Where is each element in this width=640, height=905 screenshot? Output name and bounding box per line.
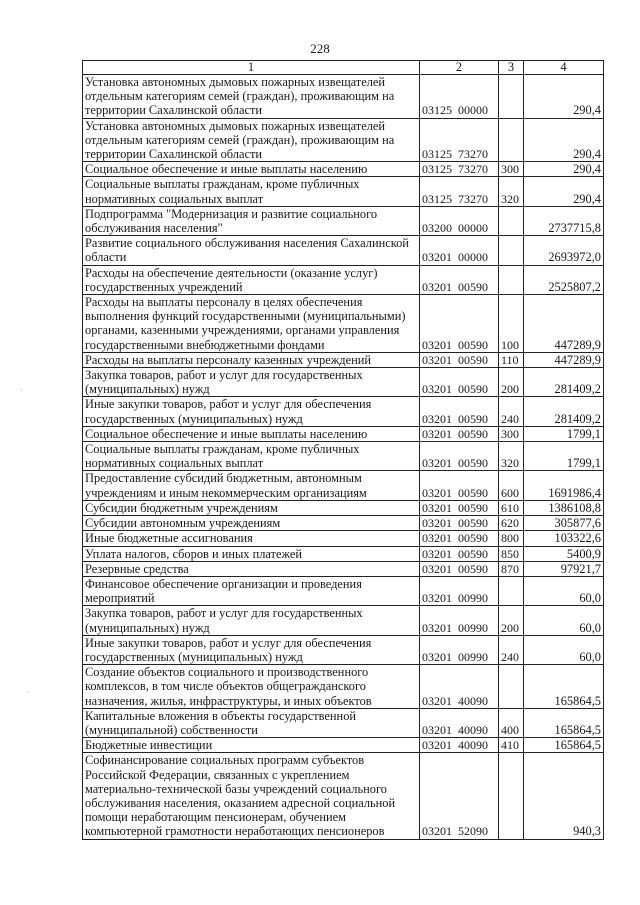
row-type-cell: [499, 753, 524, 839]
row-code-cell: 03201 00590: [420, 471, 499, 500]
row-amount-cell: 290,4: [524, 75, 604, 119]
row-amount-cell: 281409,2: [524, 397, 604, 426]
row-name-cell: Уплата налогов, сборов и иных платежей: [83, 546, 420, 561]
row-name-cell: Субсидии бюджетным учреждениям: [83, 500, 420, 515]
column-header-amount: 4: [524, 61, 604, 75]
row-amount-cell: 1386108,8: [524, 500, 604, 515]
row-code-cell: 03201 00990: [420, 635, 499, 664]
table-row: [83, 753, 604, 839]
row-amount-cell: 2737715,8: [524, 206, 604, 235]
row-name-cell: Социальные выплаты гражданам, кроме публичных нормативных социальных выплат: [83, 177, 420, 206]
row-name-cell: Иные закупки товаров, работ и услуг для обеспечения государственных (муниципальных) нужд: [83, 397, 420, 426]
row-type-cell: 110: [499, 352, 524, 367]
row-type-cell: [499, 265, 524, 294]
row-type-cell: 200: [499, 368, 524, 397]
row-code-cell: 03201 40090: [420, 738, 499, 753]
row-type-cell: [499, 118, 524, 162]
row-code-cell: 03201 00590: [420, 531, 499, 546]
row-amount-cell: 290,4: [524, 162, 604, 177]
row-amount-cell: 1691986,4: [524, 471, 604, 500]
row-name-cell: Резервные средства: [83, 561, 420, 576]
row-amount-cell: 165864,5: [524, 665, 604, 709]
table-row: [83, 295, 604, 353]
table-row: [83, 576, 604, 605]
row-code-cell: 03125 73270: [420, 177, 499, 206]
row-name-cell: Бюджетные инвестиции: [83, 738, 420, 753]
row-name-cell: Установка автономных дымовых пожарных извещателей отдельным категориям семей (граждан), проживающим на территории Сахалинской области: [83, 118, 420, 162]
row-amount-cell: 447289,9: [524, 352, 604, 367]
row-name-cell: Закупка товаров, работ и услуг для государственных (муниципальных) нужд: [83, 368, 420, 397]
row-type-cell: 300: [499, 426, 524, 441]
row-code-cell: 03125 73270: [420, 162, 499, 177]
table-row: [83, 162, 604, 177]
table-row: [83, 546, 604, 561]
column-header-code: 2: [420, 61, 499, 75]
row-amount-cell: 1799,1: [524, 442, 604, 471]
row-amount-cell: 447289,9: [524, 295, 604, 353]
row-name-cell: Расходы на выплаты персоналу казенных учреждений: [83, 352, 420, 367]
row-amount-cell: 305877,6: [524, 516, 604, 531]
row-name-cell: Софинансирование социальных программ субъектов Российской Федерации, связанных с укреплением материально-технической базы учреждений социального обслуживания населения, оказанием адресной социальной помощи неработающим пенсионерам, обучением компьютерной грамотности неработающих пенсионеров: [83, 753, 420, 839]
row-name-cell: Иные бюджетные ассигнования: [83, 531, 420, 546]
column-header-name: 1: [83, 61, 420, 75]
row-code-cell: 03201 00590: [420, 426, 499, 441]
table-row: [83, 500, 604, 515]
row-type-cell: [499, 236, 524, 265]
row-type-cell: 240: [499, 397, 524, 426]
row-type-cell: 620: [499, 516, 524, 531]
row-code-cell: 03125 00000: [420, 75, 499, 119]
row-type-cell: 600: [499, 471, 524, 500]
row-type-cell: [499, 665, 524, 709]
row-type-cell: 320: [499, 177, 524, 206]
row-code-cell: 03201 00590: [420, 295, 499, 353]
row-code-cell: 03201 40090: [420, 708, 499, 737]
row-type-cell: [499, 576, 524, 605]
table-row: [83, 516, 604, 531]
table-row: [83, 606, 604, 635]
row-code-cell: 03201 00990: [420, 606, 499, 635]
table-row: [83, 635, 604, 664]
table-row: [83, 561, 604, 576]
table-row: [83, 426, 604, 441]
row-type-cell: 100: [499, 295, 524, 353]
table-row: [83, 442, 604, 471]
row-type-cell: 240: [499, 635, 524, 664]
row-amount-cell: 1799,1: [524, 426, 604, 441]
row-name-cell: Социальные выплаты гражданам, кроме публичных нормативных социальных выплат: [83, 442, 420, 471]
row-amount-cell: 165864,5: [524, 738, 604, 753]
margin-dot-mark: ·: [26, 688, 29, 697]
row-amount-cell: 2525807,2: [524, 265, 604, 294]
row-amount-cell: 5400,9: [524, 546, 604, 561]
row-code-cell: 03201 00000: [420, 236, 499, 265]
table-row: [83, 708, 604, 737]
row-amount-cell: 103322,6: [524, 531, 604, 546]
row-type-cell: 870: [499, 561, 524, 576]
row-amount-cell: 60,0: [524, 576, 604, 605]
row-name-cell: Субсидии автономным учреждениям: [83, 516, 420, 531]
row-code-cell: 03201 40090: [420, 665, 499, 709]
table-row: [83, 368, 604, 397]
row-amount-cell: 2693972,0: [524, 236, 604, 265]
row-code-cell: 03125 73270: [420, 118, 499, 162]
row-code-cell: 03201 00590: [420, 561, 499, 576]
row-amount-cell: 165864,5: [524, 708, 604, 737]
row-code-cell: 03201 00590: [420, 516, 499, 531]
row-name-cell: Иные закупки товаров, работ и услуг для обеспечения государственных (муниципальных) нужд: [83, 635, 420, 664]
row-code-cell: 03201 00590: [420, 500, 499, 515]
row-name-cell: Социальное обеспечение и иные выплаты населению: [83, 426, 420, 441]
row-name-cell: Расходы на выплаты персоналу в целях обеспечения выполнения функций государственными (муниципальными) органами, казенными учреждениями, органами управления государственными внебюджетными фондами: [83, 295, 420, 353]
row-type-cell: 800: [499, 531, 524, 546]
table-row: [83, 177, 604, 206]
row-code-cell: 03201 00590: [420, 265, 499, 294]
table-row: [83, 236, 604, 265]
table-row: [83, 265, 604, 294]
row-amount-cell: 290,4: [524, 177, 604, 206]
row-type-cell: 400: [499, 708, 524, 737]
page-number: 228: [310, 41, 330, 56]
table-row: [83, 75, 604, 119]
row-type-cell: 300: [499, 162, 524, 177]
row-amount-cell: 290,4: [524, 118, 604, 162]
row-type-cell: 610: [499, 500, 524, 515]
row-amount-cell: 940,3: [524, 753, 604, 839]
row-amount-cell: 97921,7: [524, 561, 604, 576]
table-row: [83, 397, 604, 426]
row-code-cell: 03201 52090: [420, 753, 499, 839]
table-row: [83, 352, 604, 367]
table-row: [83, 738, 604, 753]
row-type-cell: 850: [499, 546, 524, 561]
table-body: [83, 75, 604, 840]
table-row: [83, 665, 604, 709]
row-type-cell: 410: [499, 738, 524, 753]
row-code-cell: 03201 00590: [420, 368, 499, 397]
row-code-cell: 03200 00000: [420, 206, 499, 235]
table-row: [83, 471, 604, 500]
row-name-cell: Капитальные вложения в объекты государственной (муниципальной) собственности: [83, 708, 420, 737]
row-amount-cell: 281409,2: [524, 368, 604, 397]
table-row: [83, 206, 604, 235]
row-name-cell: Социальное обеспечение и иные выплаты населению: [83, 162, 420, 177]
table-header-row: [83, 61, 604, 75]
row-name-cell: Предоставление субсидий бюджетным, автономным учреждениям и иным некоммерческим организациям: [83, 471, 420, 500]
row-type-cell: 200: [499, 606, 524, 635]
row-code-cell: 03201 00590: [420, 546, 499, 561]
row-type-cell: [499, 206, 524, 235]
row-code-cell: 03201 00990: [420, 576, 499, 605]
table-row: [83, 531, 604, 546]
row-name-cell: Закупка товаров, работ и услуг для государственных (муниципальных) нужд: [83, 606, 420, 635]
margin-dot-mark: ·: [20, 386, 23, 395]
budget-table: [82, 60, 604, 840]
row-name-cell: Расходы на обеспечение деятельности (оказание услуг) государственных учреждений: [83, 265, 420, 294]
row-name-cell: Создание объектов социального и производственного комплексов, в том числе объектов общегражданского назначения, жилья, инфраструктуры, и иных объектов: [83, 665, 420, 709]
column-header-type: 3: [499, 61, 524, 75]
row-code-cell: 03201 00590: [420, 397, 499, 426]
row-name-cell: Подпрограмма "Модернизация и развитие социального обслуживания населения": [83, 206, 420, 235]
row-name-cell: Развитие социального обслуживания населения Сахалинской области: [83, 236, 420, 265]
row-name-cell: Финансовое обеспечение организации и проведения мероприятий: [83, 576, 420, 605]
row-type-cell: [499, 75, 524, 119]
row-amount-cell: 60,0: [524, 606, 604, 635]
row-type-cell: 320: [499, 442, 524, 471]
row-code-cell: 03201 00590: [420, 352, 499, 367]
row-code-cell: 03201 00590: [420, 442, 499, 471]
table-row: [83, 118, 604, 162]
row-amount-cell: 60,0: [524, 635, 604, 664]
row-name-cell: Установка автономных дымовых пожарных извещателей отдельным категориям семей (граждан), проживающим на территории Сахалинской области: [83, 75, 420, 119]
